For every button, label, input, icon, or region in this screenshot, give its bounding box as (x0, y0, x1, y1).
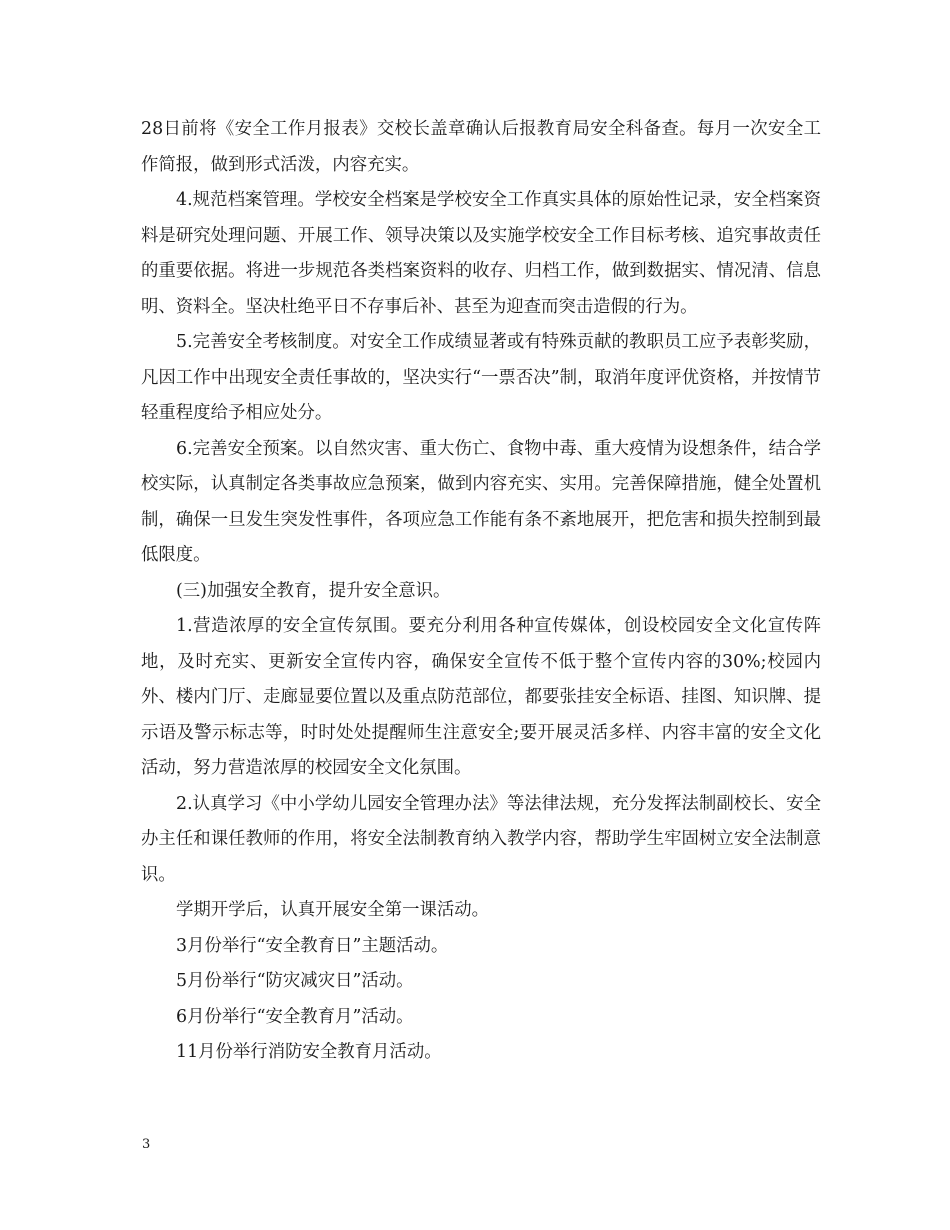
paragraph-assessment-system: 5.完善安全考核制度。对安全工作成绩显著或有特殊贡献的教职员工应予表彰奖励，凡因工作中出现安全责任事故的，坚决实行“一票否决”制，取消年度评优资格，并按情节轻重程度给予相应处分。 (141, 332, 821, 423)
page-number: 3 (142, 1137, 151, 1152)
paragraph-publicity-atmosphere: 1.营造浓厚的安全宣传氛围。要充分利用各种宣传媒体，创设校园安全文化宣传阵地，及时充实、更新安全宣传内容，确保安全宣传不低于整个宣传内容的30%;校园内外、楼内门厅、走廊显要位置以及重点防范部位，都要张挂安全标语、挂图、知识牌、提示语及警示标志等，时时处处提醒师生注意安全;要开展灵活多样、内容丰富的安全文化活动，努力营造浓厚的校园安全文化氛围。 (141, 616, 821, 778)
section-heading-safety-education: (三)加强安全教育，提升安全意识。 (176, 580, 451, 601)
paragraph-law-study: 2.认真学习《中小学幼儿园安全管理办法》等法律法规，充分发挥法制副校长、安全办主任和课任教师的作用，将安全法制教育纳入教学内容，帮助学生牢固树立安全法制意识。 (141, 793, 821, 885)
list-item-first-lesson: 学期开学后，认真开展安全第一课活动。 (176, 900, 490, 920)
list-item-may-activity: 5月份举行“防灾减灾日”活动。 (176, 971, 414, 991)
body-text (141, 112, 821, 1071)
list-item-june-activity: 6月份举行“安全教育月”活动。 (176, 1006, 414, 1027)
paragraph-archive-management: 4.规范档案管理。学校安全档案是学校安全工作真实具体的原始性记录，安全档案资料是研究处理问题、开展工作、领导决策以及实施学校安全工作目标考核、追究事故责任的重要依据。将进一步规范各类档案资料的收存、归档工作，做到数据实、情况清、信息明、资料全。坚决杜绝平日不存事后补、甚至为迎查而突击造假的行为。 (141, 190, 821, 317)
list-item-march-activity: 3月份举行“安全教育日”主题活动。 (176, 935, 449, 956)
paragraph-report-continuation: 28日前将《安全工作月报表》交校长盖章确认后报教育局安全科备查。每月一次安全工作简报，做到形式活泼，内容充实。 (141, 119, 821, 175)
paragraph-emergency-plan: 6.完善安全预案。以自然灾害、重大伤亡、食物中毒、重大疫情为设想条件，结合学校实际，认真制定各类事故应急预案，做到内容充实、实用。完善保障措施，健全处置机制，确保一旦发生突发性事件，各项应急工作能有条不紊地展开，把危害和损失控制到最低限度。 (141, 438, 821, 565)
list-item-november-activity: 11月份举行消防安全教育月活动。 (176, 1042, 442, 1062)
